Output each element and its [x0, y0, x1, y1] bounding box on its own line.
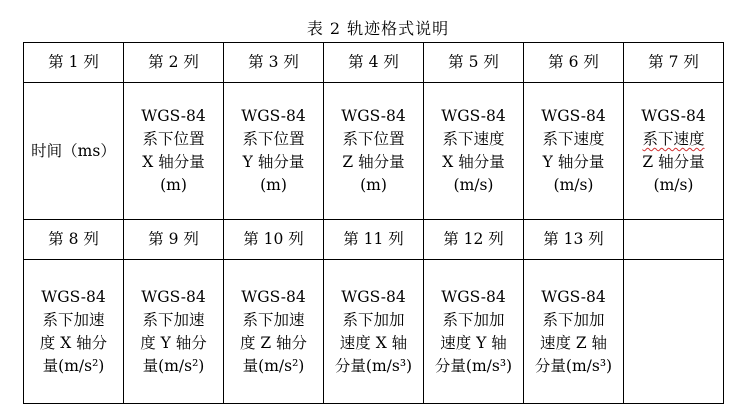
- column-header: 第 1 列: [24, 43, 124, 83]
- cell-line: 量(m/s²): [242, 356, 305, 375]
- cell-line: 度 Y 轴分: [140, 333, 207, 352]
- cell-line: X 轴分量: [442, 153, 505, 171]
- cell-line: (m/s): [653, 176, 694, 194]
- cell-line: 度 X 轴分: [39, 333, 108, 352]
- column-header: 第 10 列: [224, 220, 324, 260]
- description-cell: [124, 83, 224, 220]
- cell-line: WGS-84: [441, 287, 506, 306]
- cell-line: (m): [360, 176, 387, 194]
- column-header: 第 7 列: [624, 43, 724, 83]
- column-header: 第 5 列: [424, 43, 524, 83]
- cell-line: WGS-84: [141, 107, 206, 125]
- cell-line: 系下位置: [342, 130, 405, 148]
- cell-line: X 轴分量: [142, 153, 205, 171]
- header-row-1: [24, 43, 724, 83]
- description-cell: [24, 260, 124, 404]
- column-header: 第 13 列: [524, 220, 624, 260]
- cell-line: 时间（ms）: [31, 141, 116, 160]
- cell-line: 量(m/s²): [42, 356, 105, 375]
- header-row-2: [24, 220, 724, 260]
- table-caption: 表 2 轨迹格式说明: [306, 19, 450, 38]
- cell-line: (m/s): [453, 176, 494, 194]
- cell-line: WGS-84: [541, 287, 606, 306]
- cell-line: 度 Z 轴分: [239, 333, 308, 352]
- cell-line: 分量(m/s³): [334, 356, 413, 375]
- cell-line: 系下加速: [142, 310, 205, 329]
- description-cell: [524, 83, 624, 220]
- cell-line: 速度 Y 轴: [440, 333, 507, 352]
- description-row-1: [24, 83, 724, 220]
- cell-line: 系下加加: [442, 310, 505, 329]
- cell-line: 分量(m/s³): [434, 356, 513, 375]
- description-cell: [424, 260, 524, 404]
- cell-line: 系下加加: [542, 310, 605, 329]
- cell-line: 分量(m/s³): [534, 356, 613, 375]
- cell-line: 系下位置: [142, 130, 205, 148]
- cell-line: 速度 X 轴: [339, 333, 408, 352]
- column-header: 第 3 列: [224, 43, 324, 83]
- cell-line: (m): [160, 176, 187, 194]
- description-row-2: [24, 260, 724, 404]
- cell-line: (m): [260, 176, 287, 194]
- description-cell: [124, 260, 224, 404]
- column-header: 第 8 列: [24, 220, 124, 260]
- description-cell: [524, 260, 624, 404]
- cell-line: WGS-84: [341, 107, 406, 125]
- cell-line: WGS-84: [641, 107, 706, 125]
- cell-line: WGS-84: [541, 107, 606, 125]
- column-header: 第 2 列: [124, 43, 224, 83]
- description-cell: [224, 83, 324, 220]
- description-cell: [424, 83, 524, 220]
- cell-line: 系下速度: [642, 130, 705, 148]
- cell-line: WGS-84: [41, 287, 106, 306]
- cell-line: 系下加速: [242, 310, 305, 329]
- description-cell: [224, 260, 324, 404]
- cell-line: WGS-84: [241, 287, 306, 306]
- cell-line: 系下速度: [542, 130, 605, 148]
- cell-line: 系下速度: [442, 130, 505, 148]
- cell-line: (m/s): [553, 176, 594, 194]
- cell-line: 系下加加: [342, 310, 405, 329]
- cell-line: 量(m/s²): [142, 356, 205, 375]
- empty-header-cell: [624, 220, 724, 260]
- description-cell: [324, 83, 424, 220]
- cell-line: WGS-84: [241, 107, 306, 125]
- description-cell-time: [24, 83, 124, 220]
- cell-line: 系下加速: [42, 310, 105, 329]
- cell-line: WGS-84: [141, 287, 206, 306]
- column-header: 第 9 列: [124, 220, 224, 260]
- cell-line: 速度 Z 轴: [539, 333, 608, 352]
- trajectory-format-table: [23, 42, 724, 404]
- cell-line: Y 轴分量: [242, 153, 305, 171]
- column-header: 第 11 列: [324, 220, 424, 260]
- cell-line: Z 轴分量: [342, 153, 405, 171]
- description-cell: [624, 83, 724, 220]
- description-cell: [324, 260, 424, 404]
- cell-line: WGS-84: [441, 107, 506, 125]
- cell-line: 系下位置: [242, 130, 305, 148]
- column-header: 第 6 列: [524, 43, 624, 83]
- column-header: 第 12 列: [424, 220, 524, 260]
- column-header: 第 4 列: [324, 43, 424, 83]
- cell-line: Y 轴分量: [542, 153, 605, 171]
- cell-line: WGS-84: [341, 287, 406, 306]
- empty-description-cell: [624, 260, 724, 404]
- cell-line: Z 轴分量: [642, 153, 705, 171]
